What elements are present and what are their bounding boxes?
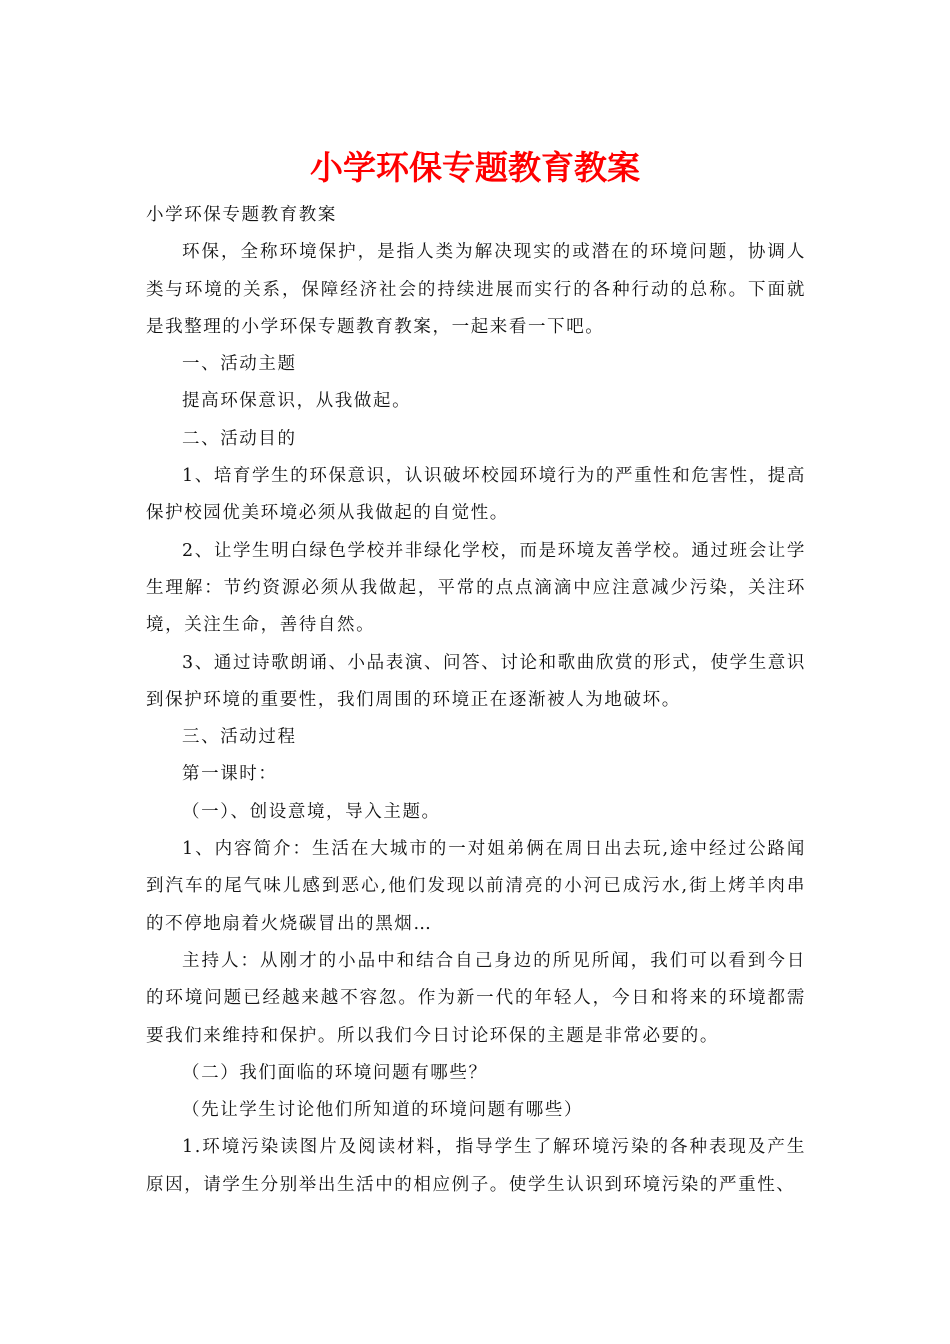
subsection-heading-2: （二）我们面临的环境问题有哪些？ (182, 1062, 488, 1083)
purpose-item-2: 2、让学生明白绿色学校并非绿化学校，而是环境友善学校。通过班会让学生理解：节约资源必须从我做起，平常的点点滴滴中应注意减少污染，关注环境，关注生命，善待自然。 (146, 540, 806, 636)
subsection-heading-1: （一）、创设意境，导入主题。 (182, 801, 441, 822)
lesson-one-heading: 第一课时： (182, 764, 278, 785)
section-heading-theme: 一、活动主题 (182, 354, 297, 375)
document-body (146, 197, 806, 1204)
purpose-item-3: 3、通过诗歌朗诵、小品表演、问答、讨论和歌曲欣赏的形式，使学生意识到保护环境的重要性，我们周围的环境正在逐渐被人为地破坏。 (146, 652, 806, 710)
host-paragraph: 主持人：从刚才的小品中和结合自己身边的所见所闻，我们可以看到今日的环境问题已经越来越不容忽。作为新一代的年轻人，今日和将来的环境都需要我们来维持和保护。所以我们今日讨论环保的主题是非常必要的。 (146, 950, 806, 1046)
pollution-paragraph: 1.环境污染读图片及阅读材料，指导学生了解环境污染的各种表现及产生原因，请学生分别举出生活中的相应例子。使学生认识到环境污染的严重性、 (146, 1137, 806, 1195)
subtitle-paragraph: 小学环保专题教育教案 (146, 205, 337, 225)
intro-paragraph: 环保，全称环境保护，是指人类为解决现实的或潜在的环境问题，协调人类与环境的关系，保障经济社会的持续进展而实行的各种行动的总称。下面就是我整理的小学环保专题教育教案，一起来看一下吧。 (146, 242, 806, 337)
document-title: 小学环保专题教育教案 (310, 148, 640, 187)
purpose-item-1: 1、培育学生的环保意识，认识破坏校园环境行为的严重性和危害性，提高保护校园优美环境必须从我做起的自觉性。 (146, 466, 806, 524)
section-heading-purpose: 二、活动目的 (182, 428, 297, 449)
section-heading-process: 三、活动过程 (182, 727, 297, 748)
content-summary-paragraph: 1、内容简介：生活在大城市的一对姐弟俩在周日出去玩,途中经过公路闻到汽车的尾气味儿感到恶心,他们发现以前清亮的小河已成污水,街上烤羊肉串的不停地扇着火烧碳冒出的黑烟… (146, 839, 806, 934)
theme-paragraph: 提高环保意识，从我做起。 (182, 391, 412, 412)
discussion-note-paragraph: （先让学生讨论他们所知道的环境问题有哪些） (182, 1100, 584, 1121)
